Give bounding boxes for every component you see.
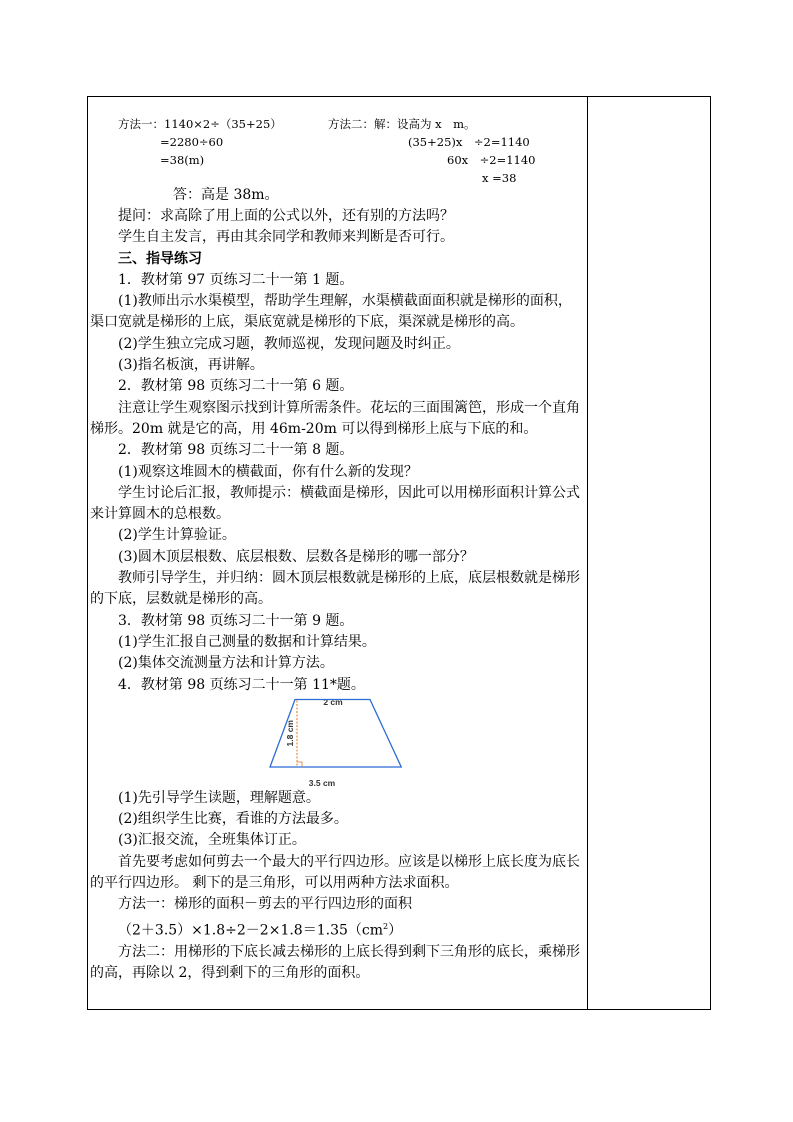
formula-superscript: 2 (383, 921, 389, 931)
formula-line (90, 916, 584, 942)
paragraph: 4．教材第 98 页练习二十一第 11*题。 (118, 676, 365, 693)
paragraph: 2．教材第 98 页练习二十一第 6 题。 (118, 378, 354, 395)
lesson-content (90, 112, 584, 984)
paragraph: (1)先引导学生读题，理解题意。 (118, 789, 320, 806)
paragraph: (2)学生计算验证。 (118, 527, 236, 544)
paragraph: (1)教师出示水渠模型，帮助学生理解，水渠横截面面积就是梯形的面积，渠口宽就是梯形的上底，渠底宽就是梯形的下底，渠深就是梯形的高。 (90, 293, 572, 331)
paragraph: (2)组织学生比赛，看谁的方法最多。 (118, 811, 348, 828)
formula-close: ） (388, 922, 403, 939)
paragraph: 2．教材第 98 页练习二十一第 8 题。 (118, 442, 354, 459)
top-width-label: 2 cm (323, 696, 343, 707)
paragraph: (2)学生独立完成习题，教师巡视，发现问题及时纠正。 (118, 335, 460, 352)
paragraph: 方法二：用梯形的下底长减去梯形的上底长得到剩下三角形的底长，乘梯形的高，再除以 2，得到剩下的三角形的面积。 (90, 943, 580, 981)
table-column-divider (587, 96, 588, 1010)
paragraph: 教师引导学生，并归纳：圆木顶层根数就是梯形的上底，底层根数就是梯形的下底，层数就是梯形的高。 (90, 570, 580, 608)
paragraph: 提问：求高除了用上面的公式以外，还有别的方法吗？ (118, 208, 454, 224)
paragraph: (3)圆木顶层根数、底层根数、层数各是梯形的哪一部分？ (118, 548, 474, 565)
section-heading: 三、指导练习 (118, 250, 202, 267)
paragraph: 学生讨论后汇报，教师提示：横截面是梯形，因此可以用梯形面积计算公式来计算圆木的总根数。 (90, 484, 580, 523)
paragraph: (2)集体交流测量方法和计算方法。 (118, 655, 334, 672)
trapezoid-diagram (90, 696, 584, 788)
answer-line: 答：高是 38m。 (173, 187, 279, 203)
paragraph: 3．教材第 98 页练习二十一第 9 题。 (118, 612, 354, 629)
method1-line1: 方法一：1140×2÷（35+25） (118, 117, 282, 131)
height-label: 1.8 cm (285, 719, 295, 747)
paragraph: (1)观察这堆圆木的横截面，你有什么新的发现？ (118, 463, 418, 480)
method1-line2: =2280÷60 (160, 135, 224, 149)
paragraph: (3)指名板演，再讲解。 (118, 357, 264, 374)
method2-line2: (35+25)x ÷2=1140 (408, 135, 530, 149)
paragraph: 方法一：梯形的面积－剪去的平行四边形的面积 (118, 896, 412, 913)
paragraph: 学生自主发言，再由其余同学和教师来判断是否可行。 (118, 229, 454, 246)
bottom-width-label: 3.5 cm (308, 777, 336, 788)
paragraph: 注意让学生观察图示找到计算所需条件。花坛的三面围篱笆，形成一个直角梯形。20m 就是它的高，用 46m-20m 可以得到梯形上底与下底的和。 (90, 399, 580, 437)
paragraph: (1)学生汇报自己测量的数据和计算结果。 (118, 633, 376, 650)
paragraph: (3)汇报交流，全班集体订正。 (118, 832, 306, 849)
paragraph: 1．教材第 97 页练习二十一第 1 题。 (118, 271, 354, 288)
right-angle-mark (297, 762, 302, 767)
method1-line3: =38(m) (160, 153, 205, 167)
formula-block (90, 112, 584, 184)
method2-line1: 方法二：解：设高为 x m。 (328, 117, 476, 131)
method2-line4: x =38 (482, 171, 517, 185)
paragraph: 首先要考虑如何剪去一个最大的平行四边形。应该是以梯形上底长度为底长的平行四边形。 剩下的是三角形，可以用两种方法求面积。 (90, 853, 580, 892)
formula-main: （2＋3.5）×1.8÷2－2×1.8＝1.35（cm (118, 922, 383, 939)
method2-line3: 60x ÷2=1140 (447, 153, 536, 167)
trapezoid-figure (90, 696, 584, 788)
